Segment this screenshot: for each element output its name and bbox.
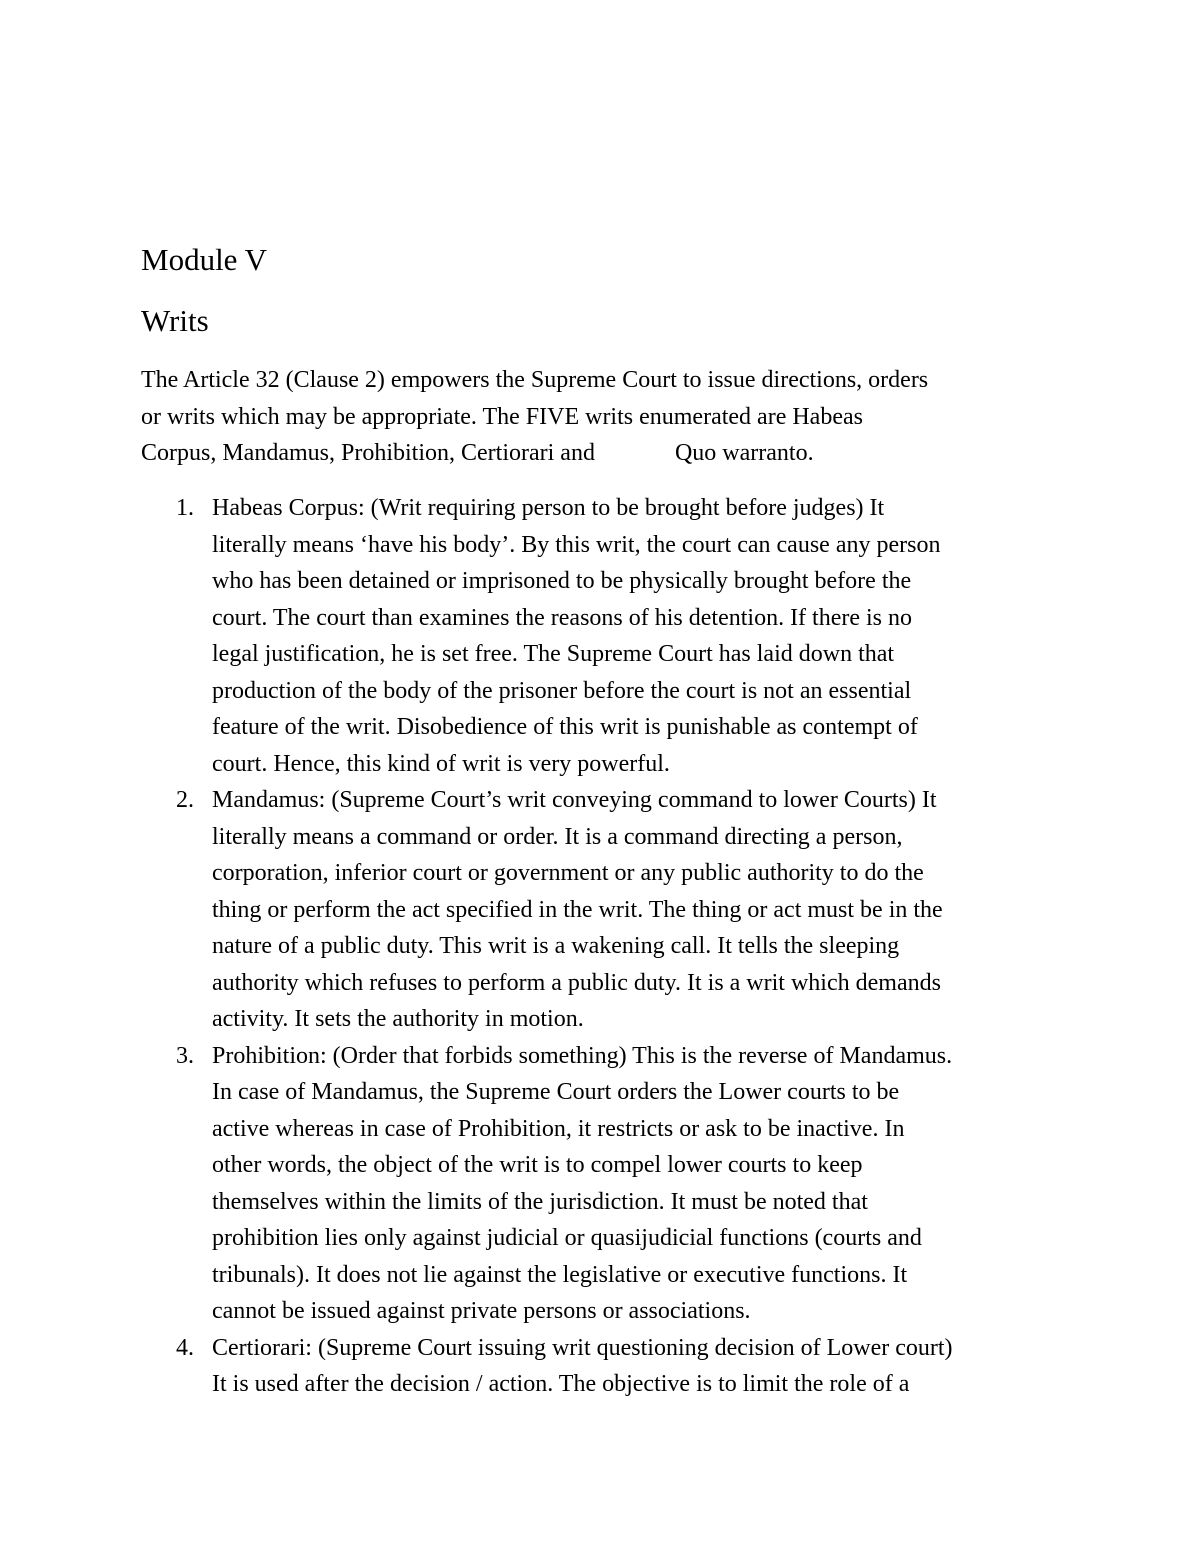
writ-text-line: court. The court than examines the reasons of his detention. If there is no: [212, 604, 913, 631]
writ-text-line: Mandamus: (Supreme Court’s writ conveying command to lower Courts) It: [212, 787, 937, 813]
writ-list-item: [141, 1330, 1101, 1403]
writ-number: 3.: [176, 1042, 194, 1069]
writ-text-line: Prohibition: (Order that forbids something) This is the reverse of Mandamus.: [212, 1042, 953, 1069]
writ-list-item: [141, 1038, 1101, 1330]
writ-number: 1.: [176, 495, 194, 521]
writ-text-line: nature of a public duty. This writ is a wakening call. It tells the sleeping: [212, 933, 900, 959]
writ-text-line: literally means a command or order. It is a command directing a person,: [212, 823, 903, 850]
writ-text-line: corporation, inferior court or government or any public authority to do the: [212, 860, 924, 886]
module-title: Module V: [141, 242, 268, 277]
intro-line: The Article 32 (Clause 2) empowers the Supreme Court to issue directions, orders: [141, 367, 929, 393]
writ-text-line: themselves within the limits of the jurisdiction. It must be noted that: [212, 1188, 868, 1215]
writ-text-line: activity. It sets the authority in motion.: [212, 1006, 584, 1032]
writ-text-line: Certiorari: (Supreme Court issuing writ questioning decision of Lower court): [212, 1334, 953, 1361]
writ-list-item: [141, 490, 1101, 782]
writ-text-line: feature of the writ. Disobedience of this writ is punishable as contempt of: [212, 714, 918, 740]
intro-line-last: [141, 435, 1071, 472]
intro-paragraph: [141, 362, 1071, 472]
writ-text-line: other words, the object of the writ is to compel lower courts to keep: [212, 1152, 863, 1178]
writ-text-line: literally means ‘have his body’. By this writ, the court can cause any person: [212, 531, 941, 558]
writ-text-line: thing or perform the act specified in the writ. The thing or act must be in the: [212, 896, 943, 923]
writ-number: 2.: [176, 787, 194, 813]
writ-text-line: court. Hence, this kind of writ is very powerful.: [212, 750, 670, 777]
writ-text-line: cannot be issued against private persons or associations.: [212, 1298, 751, 1324]
intro-line: or writs which may be appropriate. The FIVE writs enumerated are Habeas: [141, 403, 863, 430]
writ-text-line: active whereas in case of Prohibition, it restricts or ask to be inactive. In: [212, 1115, 905, 1142]
intro-last-fragment: Quo warranto.: [674, 440, 814, 466]
writ-text-line: legal justification, he is set free. The Supreme Court has laid down that: [212, 641, 895, 667]
writs-list: [141, 490, 1101, 1403]
writ-text-line: tribunals). It does not lie against the legislative or executive functions. It: [212, 1261, 908, 1288]
intro-line-text: Corpus, Mandamus, Prohibition, Certiorari and: [141, 440, 595, 466]
writ-text-line: production of the body of the prisoner before the court is not an essential: [212, 677, 912, 704]
writ-text-line: It is used after the decision / action. The objective is to limit the role of a: [212, 1371, 910, 1397]
writ-text-line: prohibition lies only against judicial or quasijudicial functions (courts and: [212, 1225, 922, 1251]
writ-text-line: In case of Mandamus, the Supreme Court orders the Lower courts to be: [212, 1079, 900, 1105]
writ-text-line: authority which refuses to perform a public duty. It is a writ which demands: [212, 969, 941, 996]
writ-number: 4.: [176, 1334, 194, 1361]
writ-text-line: Habeas Corpus: (Writ requiring person to be brought before judges) It: [212, 495, 885, 521]
section-title: Writs: [141, 303, 209, 338]
writ-list-item: [141, 782, 1101, 1038]
writ-text-line: who has been detained or imprisoned to be physically brought before the: [212, 568, 912, 594]
